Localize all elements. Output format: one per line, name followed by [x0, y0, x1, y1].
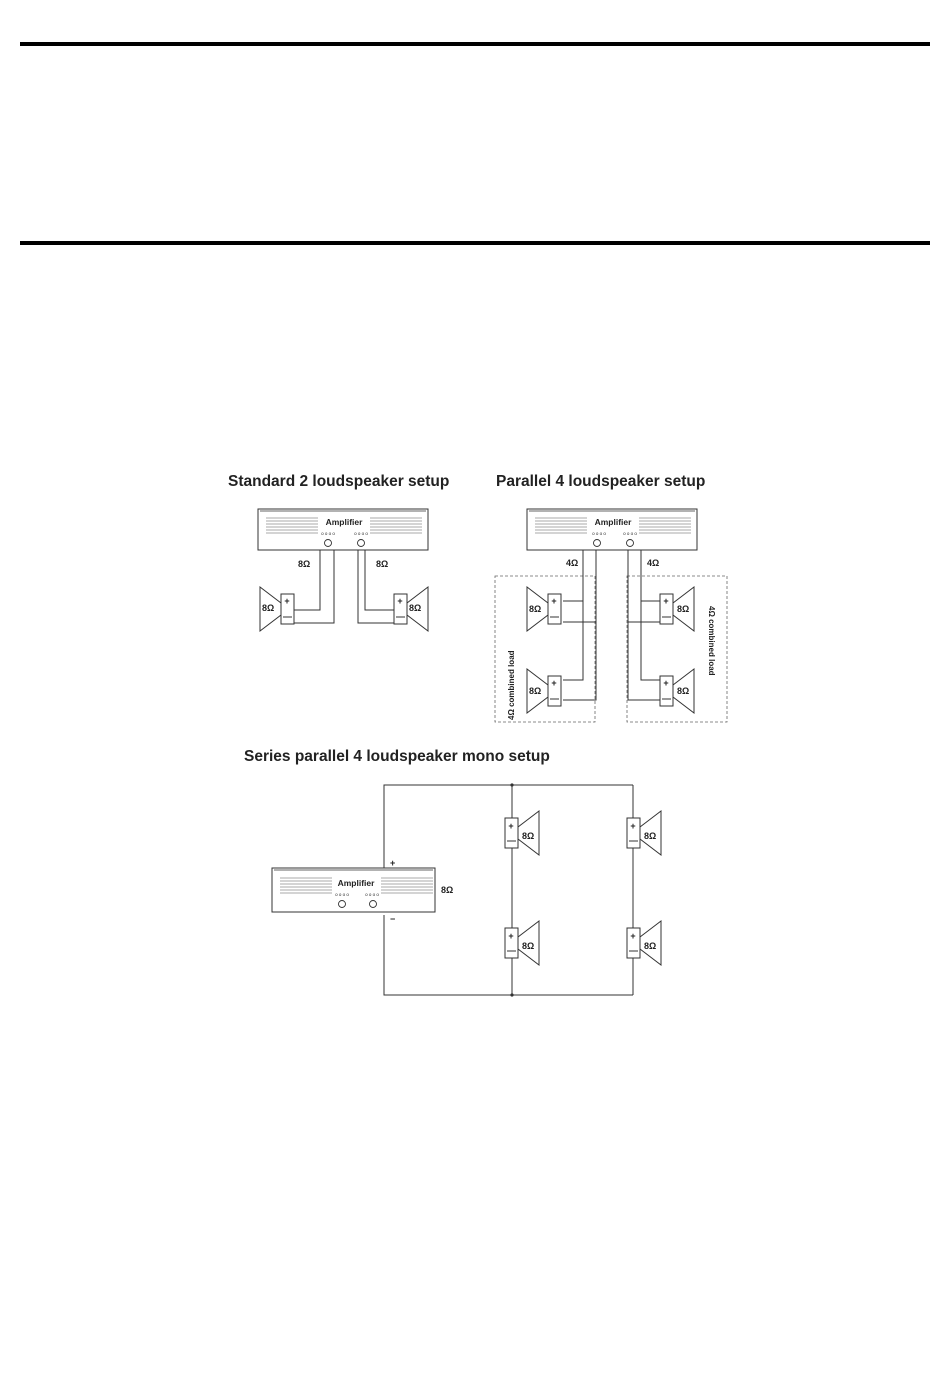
standard-setup-diagram — [258, 509, 428, 631]
svg-text:+: + — [630, 931, 636, 941]
combined-load-label-right: 4Ω combined load — [707, 606, 716, 676]
parallel-setup-title: Parallel 4 loudspeaker setup — [496, 473, 706, 490]
svg-text:+: + — [284, 596, 290, 606]
amplifier-icon — [527, 509, 697, 550]
speaker-impedance: 8Ω — [529, 686, 542, 696]
speaker-impedance-left: 8Ω — [262, 603, 275, 613]
series-parallel-setup-title: Series parallel 4 loudspeaker mono setup — [244, 748, 550, 765]
speaker-impedance: 8Ω — [522, 941, 535, 951]
standard-setup-title: Standard 2 loudspeaker setup — [228, 473, 450, 490]
speaker-impedance-right: 8Ω — [409, 603, 422, 613]
amplifier-icon — [272, 868, 435, 912]
svg-text:o o o o: o o o o — [623, 531, 637, 536]
svg-text:+: + — [551, 596, 557, 606]
svg-text:o o o o: o o o o — [335, 892, 349, 897]
svg-text:+: + — [663, 596, 669, 606]
svg-text:+: + — [630, 821, 636, 831]
line-impedance-right: 8Ω — [376, 559, 389, 569]
speaker-impedance: 8Ω — [677, 686, 690, 696]
combined-load-label-left: 4Ω combined load — [507, 650, 516, 720]
speaker-impedance: 8Ω — [644, 941, 657, 951]
load-impedance: 8Ω — [441, 885, 454, 895]
amplifier-label: Amplifier — [594, 517, 632, 527]
amplifier-label: Amplifier — [325, 517, 363, 527]
amplifier-label: Amplifier — [337, 878, 375, 888]
svg-text:+: + — [508, 931, 514, 941]
svg-text:o o o o: o o o o — [354, 531, 368, 536]
parallel-setup-diagram — [495, 509, 727, 722]
series-parallel-setup-diagram — [272, 783, 661, 996]
line-impedance-left: 8Ω — [298, 559, 311, 569]
svg-text:+: + — [551, 678, 557, 688]
negative-terminal-label: − — [390, 914, 396, 924]
speaker-impedance: 8Ω — [644, 831, 657, 841]
line-impedance-left: 4Ω — [566, 558, 579, 568]
speaker-impedance: 8Ω — [677, 604, 690, 614]
positive-terminal-label: + — [390, 858, 396, 868]
svg-text:o o o o: o o o o — [365, 892, 379, 897]
svg-text:+: + — [508, 821, 514, 831]
svg-text:o o o o: o o o o — [592, 531, 606, 536]
line-impedance-right: 4Ω — [647, 558, 660, 568]
speaker-impedance: 8Ω — [522, 831, 535, 841]
svg-text:+: + — [663, 678, 669, 688]
speaker-impedance: 8Ω — [529, 604, 542, 614]
amplifier-icon — [258, 509, 428, 550]
svg-text:o o o o: o o o o — [321, 531, 335, 536]
svg-text:+: + — [397, 596, 403, 606]
